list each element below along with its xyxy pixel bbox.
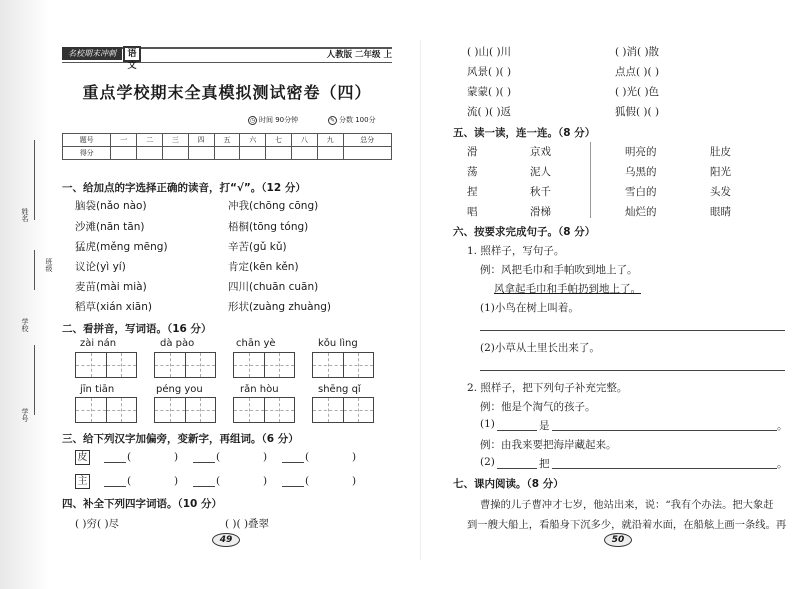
score-cell[interactable] — [317, 147, 343, 160]
idiom-blank[interactable]: ( )山( )川 — [467, 46, 512, 58]
score-header-cell: 二 — [137, 134, 163, 147]
page-number-right: 50 — [604, 533, 632, 547]
score-cell[interactable] — [188, 147, 214, 160]
reading-item[interactable]: 梧桐(tōng tóng) — [228, 221, 309, 233]
writing-grid[interactable] — [312, 352, 374, 378]
reading-item[interactable]: 麦苗(mài mià) — [75, 281, 147, 293]
pinyin-prompt: zài nán — [80, 338, 117, 349]
example-sentence: 例：风把毛巾和手帕吹到地上了。 — [480, 264, 638, 276]
idiom-blank[interactable]: ( )( )叠翠 — [225, 518, 270, 530]
margin-line — [34, 250, 35, 290]
pinyin-prompt: rǎn hòu — [240, 384, 279, 395]
pinyin-prompt: shēng qǐ — [318, 384, 361, 395]
pinyin-prompt: dà pào — [160, 338, 195, 349]
answer-blank[interactable] — [497, 430, 537, 431]
writing-grid[interactable] — [75, 397, 137, 423]
edition-label: 人教版 二年级 上 — [326, 50, 392, 60]
paren-open: ( — [305, 475, 310, 487]
score-header-cell: 一 — [111, 134, 137, 147]
score-cell[interactable] — [111, 147, 137, 160]
question-1-1: (1)小鸟在树上叫着。 — [480, 302, 579, 314]
margin-label-school: 学校 — [21, 318, 29, 332]
answer-blank[interactable] — [104, 462, 126, 463]
question-2-2-number: (2) — [480, 456, 495, 468]
paren-open: ( — [127, 475, 132, 487]
margin-label-name: 姓名 — [21, 208, 29, 222]
score-cell[interactable] — [214, 147, 240, 160]
page-divider — [420, 40, 421, 560]
score-cell[interactable] — [137, 147, 163, 160]
score-cell[interactable] — [266, 147, 292, 160]
question-2-2-word: 把 — [539, 458, 550, 470]
match-item[interactable]: 头发 — [710, 186, 731, 198]
base-char-box: 主 — [75, 474, 90, 489]
writing-grid[interactable] — [154, 352, 216, 378]
question-2-2-end: 。 — [777, 458, 788, 470]
score-header-cell: 九 — [317, 134, 343, 147]
question-2-1-number: (1) — [480, 418, 495, 430]
match-item[interactable]: 肚皮 — [710, 146, 731, 158]
match-item[interactable]: 明亮的 — [625, 146, 657, 158]
reading-item[interactable]: 脑袋(nǎo nào) — [75, 200, 147, 212]
match-item[interactable]: 雪白的 — [625, 186, 657, 198]
margin-line — [34, 140, 35, 220]
subject-badge: 语文 — [123, 46, 141, 62]
match-item[interactable]: 唱 — [467, 206, 478, 218]
idiom-blank[interactable]: ( )穷( )尽 — [75, 518, 120, 530]
score-cell[interactable] — [291, 147, 317, 160]
writing-grid[interactable] — [154, 397, 216, 423]
match-item[interactable]: 灿烂的 — [625, 206, 657, 218]
reading-item[interactable]: 沙滩(nān tān) — [75, 221, 145, 233]
answer-blank[interactable] — [193, 486, 215, 487]
pinyin-prompt: jīn tiān — [80, 384, 115, 395]
clock-icon: ◷ — [249, 116, 256, 124]
reading-item[interactable]: 四川(chuān cuān) — [228, 281, 319, 293]
binding-margin — [0, 0, 50, 589]
reading-paragraph-line: 到一艘大船上，看船身下沉多少，就沿着水面，在船舷上画一条线。再 — [467, 519, 787, 531]
match-item[interactable]: 滑梯 — [530, 206, 551, 218]
writing-grid[interactable] — [75, 352, 137, 378]
question-2-1-end: 。 — [777, 420, 788, 432]
answer-blank[interactable] — [552, 430, 777, 431]
score-info: ✎ 分数 100分 — [329, 116, 376, 124]
reading-item[interactable]: 形状(zuàng zhuàng) — [228, 301, 332, 313]
score-header-cell: 五 — [214, 134, 240, 147]
match-item[interactable]: 眼睛 — [710, 206, 731, 218]
example-sentence-rewritten: 风拿起毛巾和手帕扔到地上了。 — [494, 283, 641, 295]
page-number-left: 49 — [212, 533, 240, 547]
writing-grid[interactable] — [233, 352, 295, 378]
match-item[interactable]: 秋千 — [530, 186, 551, 198]
paren-open: ( — [305, 451, 310, 463]
idiom-blank[interactable]: ( )消( )散 — [615, 46, 660, 58]
match-item[interactable]: 捏 — [467, 186, 478, 198]
paren-open: ( — [216, 475, 221, 487]
paren-close: ) — [263, 475, 268, 487]
pinyin-prompt: kǒu lìng — [318, 338, 358, 349]
pinyin-prompt: péng you — [156, 384, 203, 395]
match-item[interactable]: 泥人 — [530, 166, 551, 178]
series-banner: 名校期末冲刺 — [62, 47, 122, 60]
reading-item[interactable]: 冲我(chōng cōng) — [228, 200, 319, 212]
reading-paragraph-line: 曹操的儿子曹冲才七岁，他站出来，说：“我有个办法。把大象赶 — [480, 499, 774, 511]
margin-label-class: 班级 — [45, 258, 53, 272]
question-2: 2. 照样子，把下列句子补充完整。 — [467, 382, 628, 394]
answer-blank[interactable] — [104, 486, 126, 487]
section-5-title: 五、读一读，连一连。（8 分） — [453, 127, 596, 139]
question-1-2: (2)小草从土里长出来了。 — [480, 342, 600, 354]
score-header-cell: 六 — [240, 134, 266, 147]
base-char-box: 皮 — [75, 450, 90, 465]
writing-grid[interactable] — [233, 397, 295, 423]
match-item[interactable]: 阳光 — [710, 166, 731, 178]
writing-grid[interactable] — [312, 397, 374, 423]
score-icon: ✎ — [329, 116, 336, 124]
match-item[interactable]: 滑 — [467, 146, 478, 158]
answer-blank[interactable] — [282, 462, 304, 463]
paren-close: ) — [352, 451, 357, 463]
margin-label-id: 学号 — [21, 408, 29, 422]
answer-line[interactable] — [480, 330, 785, 331]
score-table-header-row — [63, 134, 392, 147]
reading-item[interactable]: 猛虎(měng mēng) — [75, 241, 168, 253]
score-header-cell: 七 — [266, 134, 292, 147]
answer-blank[interactable] — [282, 486, 304, 487]
example-sentence: 例：由我来要把海岸藏起来。 — [480, 439, 617, 451]
example-sentence: 例：他是个淘气的孩子。 — [480, 401, 596, 413]
idiom-blank[interactable]: 风景( )( ) — [467, 66, 512, 78]
paren-close: ) — [174, 451, 179, 463]
paren-close: ) — [174, 475, 179, 487]
score-header-cell: 四 — [188, 134, 214, 147]
idiom-blank[interactable]: 蒙蒙( )( ) — [467, 86, 512, 98]
time-info: ◷ 时间 90分钟 — [249, 116, 299, 124]
answer-line[interactable] — [480, 370, 785, 371]
paren-close: ) — [263, 451, 268, 463]
idiom-blank[interactable]: 流( )( )返 — [467, 106, 512, 118]
question-1: 1. 照样子，写句子。 — [467, 245, 565, 257]
match-item[interactable]: 乌黑的 — [625, 166, 657, 178]
match-item[interactable]: 荡 — [467, 166, 478, 178]
score-table — [62, 133, 392, 160]
match-item[interactable]: 京戏 — [530, 146, 551, 158]
score-header-cell: 总分 — [343, 134, 391, 147]
page-title: 重点学校期末全真模拟测试密卷（四） — [82, 83, 372, 102]
score-cell[interactable] — [343, 147, 391, 160]
score-cell[interactable] — [240, 147, 266, 160]
reading-item[interactable]: 辛苦(gǔ kǔ) — [228, 241, 287, 253]
score-header-cell: 题号 — [63, 134, 111, 147]
score-table-score-row — [63, 147, 392, 160]
section-7-title: 七、课内阅读。（8 分） — [453, 478, 564, 490]
match-divider — [590, 142, 591, 218]
question-2-1-word: 是 — [539, 420, 550, 432]
answer-blank[interactable] — [497, 468, 537, 469]
idiom-blank[interactable]: ( )光( )色 — [615, 86, 660, 98]
idiom-blank[interactable]: 点点( )( ) — [615, 66, 660, 78]
score-header-cell: 八 — [291, 134, 317, 147]
answer-blank[interactable] — [552, 468, 777, 469]
score-header-cell: 三 — [162, 134, 188, 147]
section-2-title: 二、看拼音，写词语。（16 分） — [62, 323, 212, 335]
paren-open: ( — [127, 451, 132, 463]
margin-line — [34, 345, 35, 415]
reading-item[interactable]: 肯定(kēn kěn) — [228, 261, 299, 273]
answer-blank[interactable] — [193, 462, 215, 463]
section-1-title: 一、给加点的字选择正确的读音，打“√”。（12 分） — [62, 182, 306, 194]
reading-item[interactable]: 稻草(xián xiān) — [75, 301, 152, 313]
reading-item[interactable]: 议论(yì yí) — [75, 261, 126, 273]
section-3-title: 三、给下列汉字加偏旁，变新字，再组词。（6 分） — [62, 433, 299, 445]
paren-open: ( — [216, 451, 221, 463]
pinyin-prompt: chān yè — [236, 338, 276, 349]
idiom-blank[interactable]: 狐假( )( ) — [615, 106, 660, 118]
section-6-title: 六、按要求完成句子。（8 分） — [453, 226, 596, 238]
score-cell[interactable] — [162, 147, 188, 160]
score-row-label: 得分 — [63, 147, 111, 160]
section-4-title: 四、补全下列四字词语。（10 分） — [62, 498, 223, 510]
paren-close: ) — [352, 475, 357, 487]
